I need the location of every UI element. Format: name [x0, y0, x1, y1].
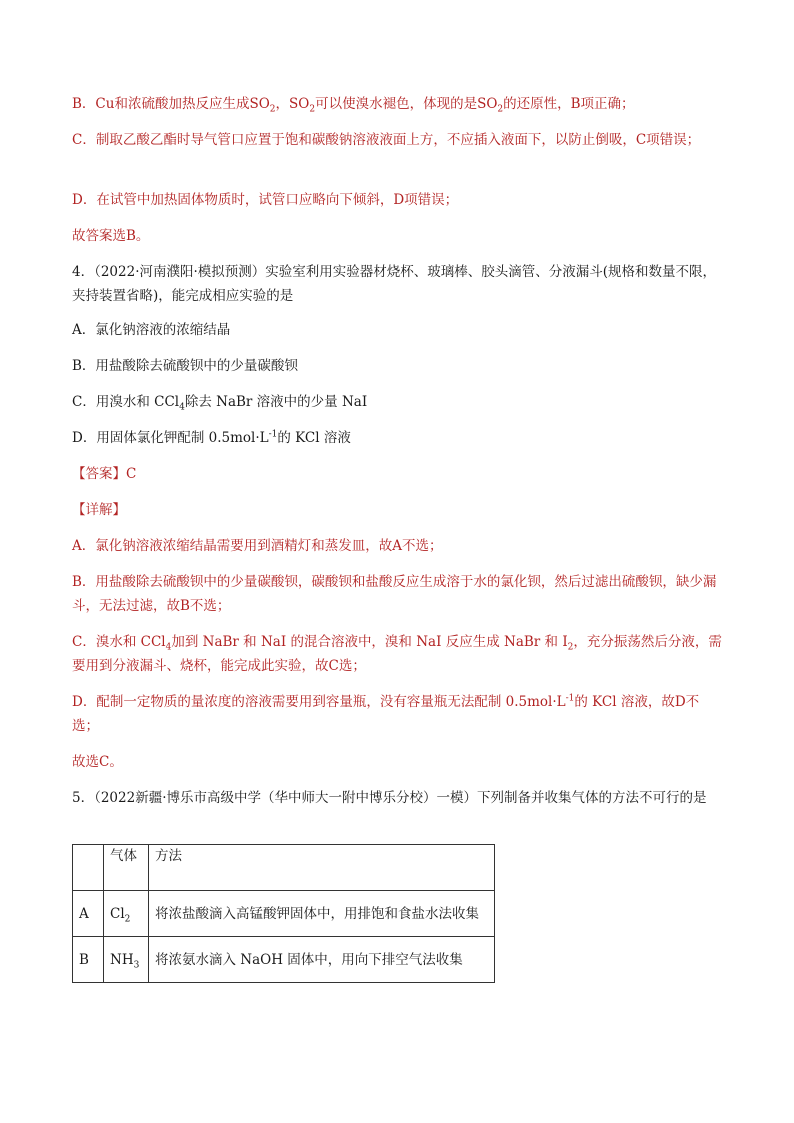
table-header-cell: 气体	[104, 845, 149, 891]
table-header-cell: 方法	[149, 845, 495, 891]
answer-label: 【答案】C	[72, 466, 137, 482]
question-5-stem: 5．（2022新疆·博乐市高级中学（华中师大一附中博乐分校）一模）下列制备并收集气体的方法不可行的是	[72, 790, 707, 806]
gas-method-table	[72, 844, 495, 983]
table-row	[73, 891, 495, 937]
so2-formula: $SO_2$	[249, 96, 276, 115]
question-4-option-b: B．用盐酸除去硫酸钡中的少量碳酸钡	[72, 358, 298, 374]
conclusion-q4: 故选C。	[72, 754, 123, 770]
method-cell: 将浓盐酸滴入高锰酸钾固体中，用排饱和食盐水法收集	[149, 891, 495, 937]
gas-cell: $Cl_2$	[104, 891, 149, 937]
question-4-stem: 4．（2022·河南濮阳·模拟预测）实验室利用实验器材烧杯、玻璃棒、胶头滴管、分液漏斗(规格和数量不限，夹持装置省略)，能完成相应实验的是	[72, 264, 717, 304]
explanation-a: A．氯化钠溶液浓缩结晶需要用到酒精灯和蒸发皿，故A不选；	[72, 538, 443, 554]
gas-cell: $NH_3$	[104, 937, 149, 983]
question-4-option-a: A．氯化钠溶液的浓缩结晶	[72, 322, 231, 338]
explanation-d-prev: D．在试管中加热固体物质时，试管口应略向下倾斜，D项错误；	[72, 192, 459, 208]
explanation-c-prev: C．制取乙酸乙酯时导气管口应置于饱和碳酸钠溶液液面上方，不应插入液面下，以防止倒吸，C项错误；	[72, 132, 701, 148]
table-header-cell	[73, 845, 104, 891]
row-label: A	[73, 891, 104, 937]
explanation-b-prev: B．Cu和浓硫酸加热反应生成$SO_2$，$SO_2$可以使溴水褪色，体现的是$SO_2$的还原性，B项正确；	[72, 96, 635, 115]
table-header-row	[73, 845, 495, 891]
explanation-d: D．配制一定物质的量浓度的溶液需要用到容量瓶，没有容量瓶无法配制 $0.5mol\cdot L^{-1}$的 KCl 溶液，故D不选；	[72, 693, 700, 734]
explanation-c: C．溴水和 CCl$_4$加到 NaBr 和 NaI 的混合溶液中，溴和 NaI 反应生成 NaBr 和 $I_2$，充分振荡然后分液，需要用到分液漏斗、烧杯，能完成此实验，故C选；	[72, 634, 722, 674]
detail-label: 【详解】	[72, 502, 126, 518]
question-4-option-d: D．用固体氯化钾配制 $0.5mol\cdot L^{-1}$的 KCl 溶液	[72, 429, 351, 446]
method-cell: 将浓氨水滴入 NaOH 固体中，用向下排空气法收集	[149, 937, 495, 983]
explanation-b: B．用盐酸除去硫酸钡中的少量碳酸钡，碳酸钡和盐酸反应生成溶于水的氯化钡，然后过滤出硫酸钡，缺少漏斗，无法过滤，故B不选；	[72, 574, 717, 614]
text: B．Cu和浓硫酸加热反应生成	[72, 96, 250, 112]
conclusion-prev: 故答案选B。	[72, 228, 150, 244]
row-label: B	[73, 937, 104, 983]
question-4-option-c: C．用溴水和 CCl$_4$除去 NaBr 溶液中的少量 NaI	[72, 394, 368, 413]
table-row	[73, 937, 495, 983]
